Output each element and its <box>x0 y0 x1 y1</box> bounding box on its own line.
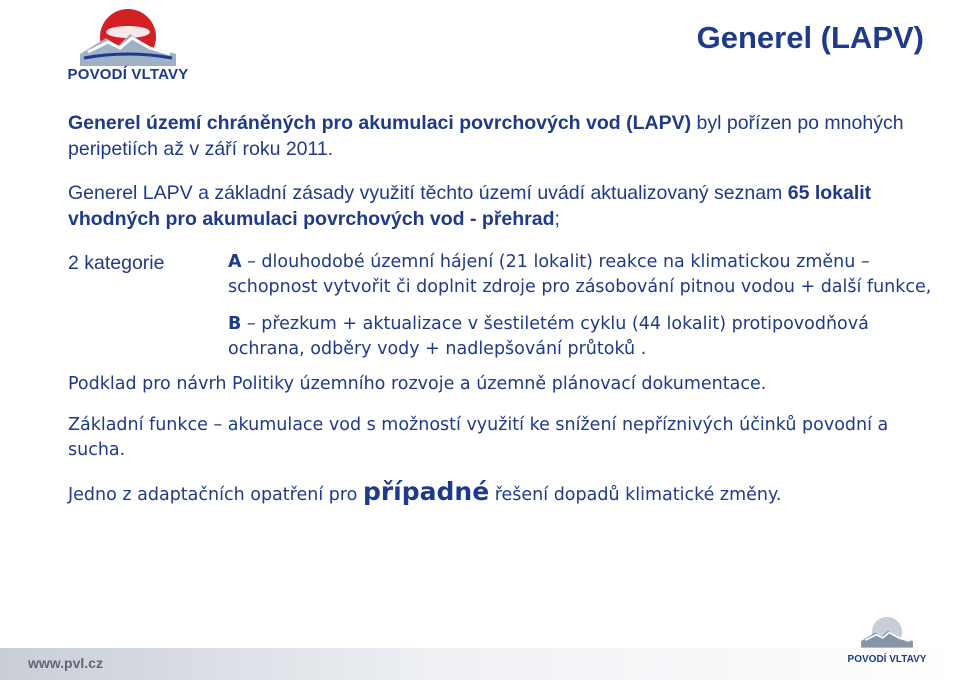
category-b-letter: B <box>228 314 242 334</box>
lapv-list-tail: ; <box>554 208 560 230</box>
page-title: Generel (LAPV) <box>696 20 924 55</box>
footer-logo <box>832 612 942 668</box>
paragraph-zakladni-funkce: Základní funkce – akumulace vod s možností využití ke snížení nepříznivých účinků povodní a sucha. <box>68 415 889 460</box>
categories-body <box>228 250 938 362</box>
categories-label: 2 kategorie <box>68 252 165 274</box>
paragraph-podklad: Podklad pro návrh Politiky územního rozvoje a územně plánovací dokumentace. <box>68 374 767 394</box>
lapv-list-text: Generel LAPV a základní zásady využití těchto území uvádí aktualizovaný seznam <box>68 182 788 204</box>
footer-url: www.pvl.cz <box>28 655 103 671</box>
adaptace-post: řešení dopadů klimatické změny. <box>489 485 782 505</box>
category-a <box>228 250 938 300</box>
logo-text: POVODÍ VLTAVY <box>67 66 189 83</box>
footer-logo-text: POVODÍ VLTAVY <box>847 654 927 665</box>
generel-name: Generel území chráněných pro akumulaci povrchových vod (LAPV) <box>68 112 692 134</box>
paragraph-generel-intro <box>68 110 938 162</box>
category-a-letter: A <box>228 252 242 272</box>
lapv-list-bold: 65 lokalit vhodných pro akumulaci povrchových vod - přehrad <box>68 182 872 230</box>
footer-bar <box>0 648 960 680</box>
adaptace-pre: Jedno z adaptačních opatření pro <box>68 485 363 505</box>
paragraph-lapv-list <box>68 180 938 232</box>
povodi-vltavy-logo <box>48 8 208 86</box>
category-b <box>228 312 938 362</box>
category-b-text: – přezkum + aktualizace v šestiletém cyklu (44 lokalit) protipovodňová ochrana, odběry vody + nadlepšování průtoků . <box>228 314 869 359</box>
slide-content <box>68 110 938 508</box>
categories-block <box>68 250 938 362</box>
generel-intro-rest: byl pořízen po mnohých peripetiích až v září roku 2011. <box>68 112 904 160</box>
paragraph-adaptace <box>68 479 938 508</box>
footer-logo-emblem-icon <box>860 612 914 652</box>
category-a-text: – dlouhodobé územní hájení (21 lokalit) reakce na klimatickou změnu – schopnost vytvořit či doplnit zdroje pro zásobování pitnou vodou + další funkce, <box>228 252 932 297</box>
adaptace-emphasis: případné <box>362 477 490 506</box>
logo-emblem-icon <box>78 8 178 66</box>
